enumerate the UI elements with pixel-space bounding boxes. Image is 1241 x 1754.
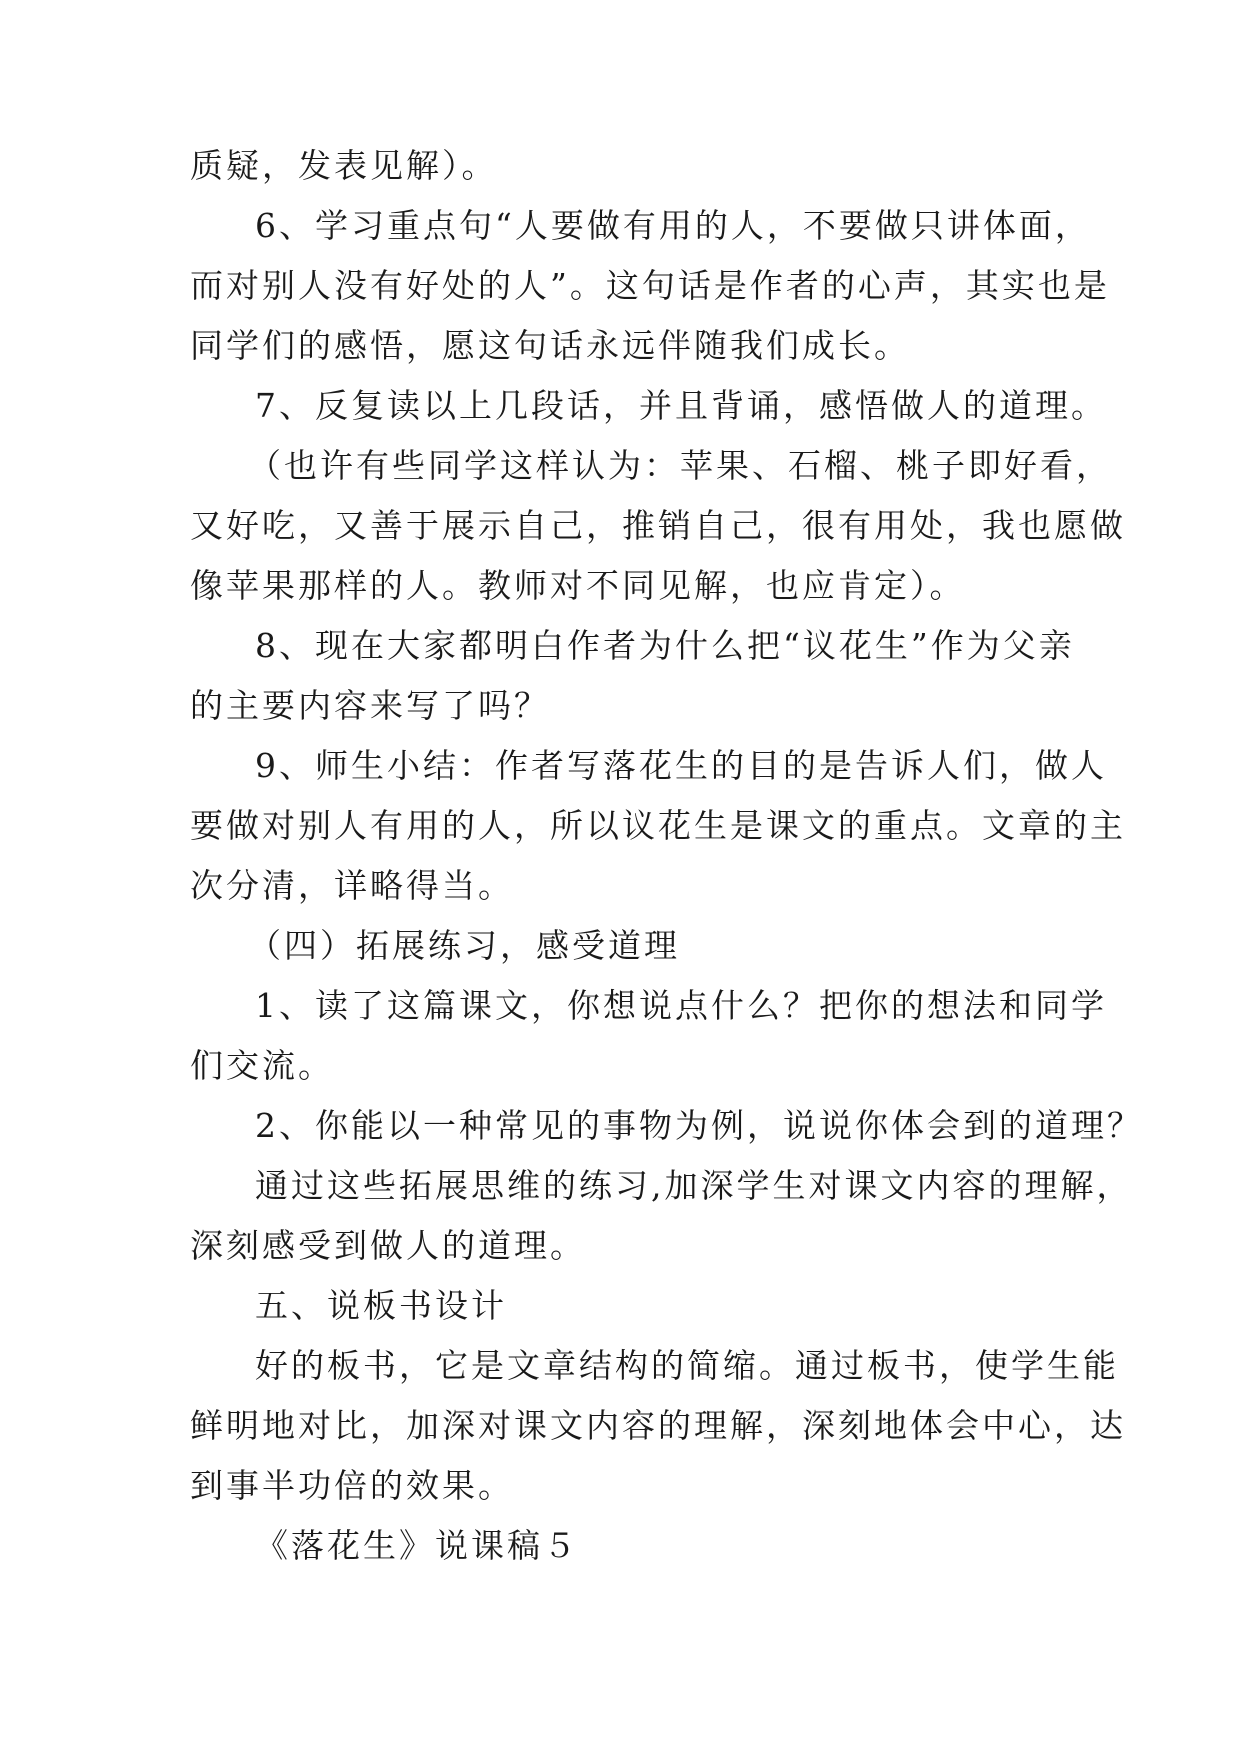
text-line: 8、现在大家都明白作者为什么把“议花生”作为父亲 — [255, 626, 1075, 665]
text-line: 通过这些拓展思维的练习,加深学生对课文内容的理解， — [255, 1166, 1133, 1205]
text-line: 1、读了这篇课文，你想说点什么？把你的想法和同学 — [255, 986, 1107, 1025]
text-line: 质疑，发表见解）。 — [190, 146, 498, 185]
text-line: 2、你能以一种常见的事物为例，说说你体会到的道理？ — [255, 1106, 1143, 1145]
text-line: 到事半功倍的效果。 — [190, 1466, 514, 1505]
text-line: 像苹果那样的人。教师对不同见解，也应肯定）。 — [190, 566, 966, 605]
section-heading: （四）拓展练习，感受道理 — [248, 926, 680, 965]
text-line: 又好吃，又善于展示自己，推销自己，很有用处，我也愿做 — [190, 506, 1126, 545]
text-line: 9、师生小结：作者写落花生的目的是告诉人们，做人 — [255, 746, 1107, 785]
text-line: 鲜明地对比，加深对课文内容的理解，深刻地体会中心，达 — [190, 1406, 1126, 1445]
text-line: 同学们的感悟，愿这句话永远伴随我们成长。 — [190, 326, 910, 365]
text-line: 6、学习重点句“人要做有用的人，不要做只讲体面， — [255, 206, 1091, 245]
text-line: 次分清，详略得当。 — [190, 866, 514, 905]
section-heading: 五、说板书设计 — [255, 1286, 507, 1325]
text-line: 好的板书，它是文章结构的简缩。通过板书，使学生能 — [255, 1346, 1119, 1385]
text-line: 们交流。 — [190, 1046, 334, 1085]
text-line: （也许有些同学这样认为：苹果、石榴、桃子即好看， — [248, 446, 1112, 485]
text-line: 深刻感受到做人的道理。 — [190, 1226, 586, 1265]
document-title: 《落花生》说课稿５ — [255, 1526, 579, 1565]
text-line: 要做对别人有用的人，所以议花生是课文的重点。文章的主 — [190, 806, 1126, 845]
text-line: 7、反复读以上几段话，并且背诵，感悟做人的道理。 — [255, 386, 1107, 425]
text-line: 而对别人没有好处的人”。这句话是作者的心声，其实也是 — [190, 266, 1110, 305]
text-line: 的主要内容来写了吗？ — [190, 686, 550, 725]
